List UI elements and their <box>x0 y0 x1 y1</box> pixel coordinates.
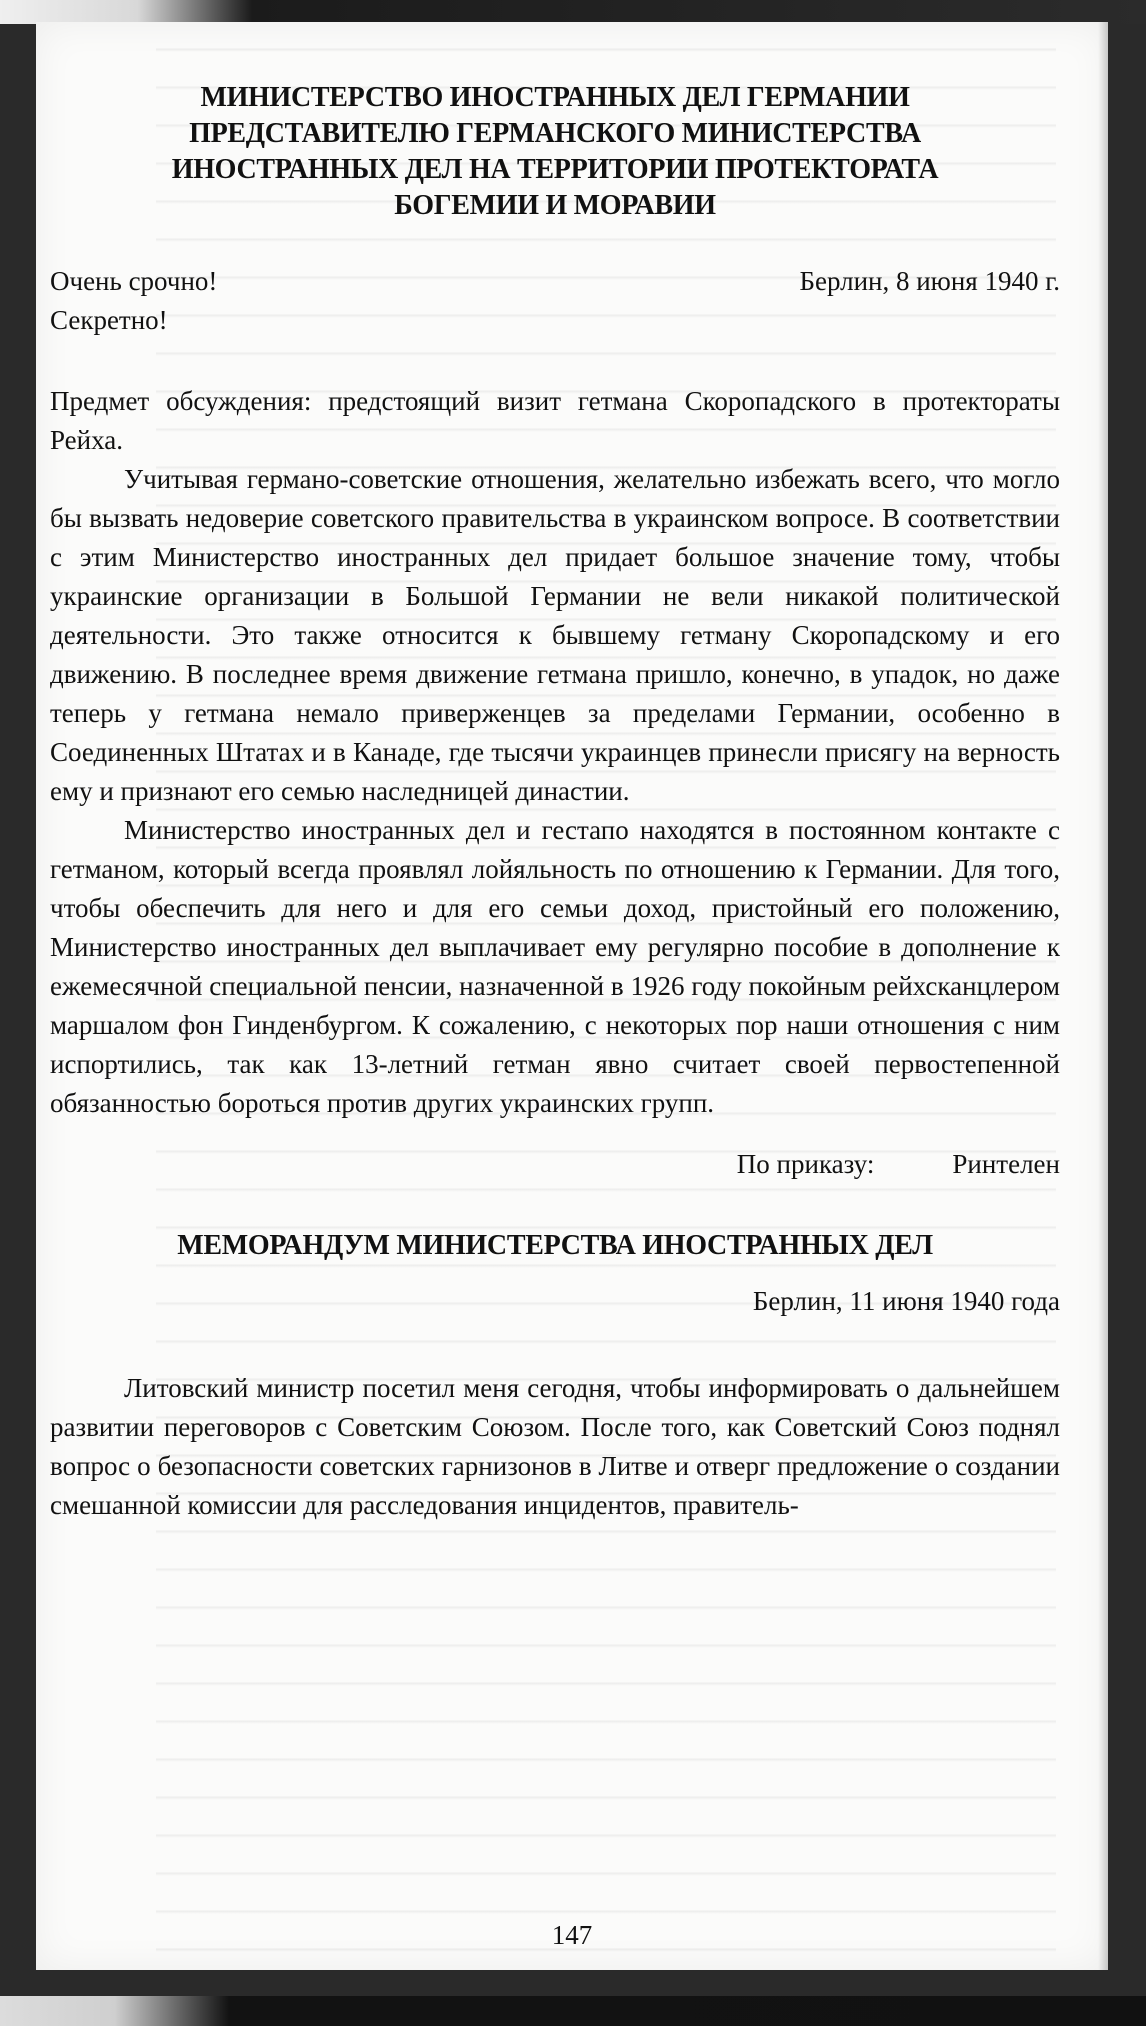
order-label: По приказу: <box>736 1149 875 1179</box>
doc1-paragraph: Министерство иностранных дел и гестапо находятся в постоянном контакте с гетманом, который всегда проявлял лойяльность по отношению к Германии. Для того, чтобы обеспечить для него и для его семьи доход, пристойный его положению, Министерство иностранных дел выплачивает ему регулярно пособие в дополнение к ежемесячной специальной пенсии, назначенной в 1926 году покойным рейхсканцлером маршалом фон Гинденбургом. К сожалению, с некоторых пор наши отношения с ним испортились, так как 13-летний гетман явно считает своей первостепенной обязанностью бороться против других украинских групп. <box>50 815 1060 1118</box>
doc1-heading-line: БОГЕМИИ И МОРАВИИ <box>394 190 716 221</box>
urgent-mark: Очень срочно! <box>50 266 218 296</box>
doc2-heading: МЕМОРАНДУМ МИНИСТЕРСТВА ИНОСТРАННЫХ ДЕЛ <box>177 1230 933 1261</box>
doc1-date: Берлин, 8 июня 1940 г. <box>799 266 1060 296</box>
document-page <box>36 22 1108 1970</box>
scan-border-bottom <box>0 1996 1146 2026</box>
page-number: 147 <box>551 1920 593 1950</box>
doc1-signature <box>50 1145 1060 1184</box>
doc1-meta-row <box>50 262 1060 301</box>
doc1-heading-line: ИНОСТРАННЫХ ДЕЛ НА ТЕРРИТОРИИ ПРОТЕКТОРАТА <box>171 154 939 185</box>
secret-mark: Секретно! <box>50 305 168 335</box>
doc1-heading-line: МИНИСТЕРСТВО ИНОСТРАННЫХ ДЕЛ ГЕРМАНИИ <box>200 82 910 113</box>
doc1-heading <box>50 80 1060 224</box>
doc1-subject: Предмет обсуждения: предстоящий визит гетмана Скоропадского в протектораты Рейха. <box>50 386 1060 455</box>
doc1-paragraph: Учитывая германо-советские отношения, желательно избежать всего, что могло бы вызвать недоверие советского правительства в украинском вопросе. В соответствии с этим Министерство иностранных дел придает большое значение тому, чтобы украинские организации в Большой Германии не вели никакой политической деятельности. Это также относится к бывшему гетману Скоропадскому и его движению. В последнее время движение гетмана пришло, конечно, в упадок, но даже теперь у гетмана немало приверженцев за пределами Германии, особенно в Соединенных Штатах и в Канаде, где тысячи украинцев принесли присягу на верность ему и признают его семью наследницей династии. <box>50 464 1060 806</box>
order-name: Ринтелен <box>952 1149 1060 1179</box>
page-edge-shadow <box>1098 22 1108 1970</box>
page-content <box>50 22 1060 1525</box>
doc2-paragraph: Литовский министр посетил меня сегодня, чтобы информировать о дальнейшем развитии переговоров с Советским Союзом. После того, как Советский Союз поднял вопрос о безопасности советских гарнизонов в Литве и отверг предложение о создании смешанной комиссии для расследования инцидентов, правитель- <box>50 1373 1060 1520</box>
doc1-heading-line: ПРЕДСТАВИТЕЛЮ ГЕРМАНСКОГО МИНИСТЕРСТВА <box>189 118 921 149</box>
doc2-date: Берлин, 11 июня 1940 года <box>752 1286 1060 1316</box>
scan-border-top <box>0 0 1146 24</box>
